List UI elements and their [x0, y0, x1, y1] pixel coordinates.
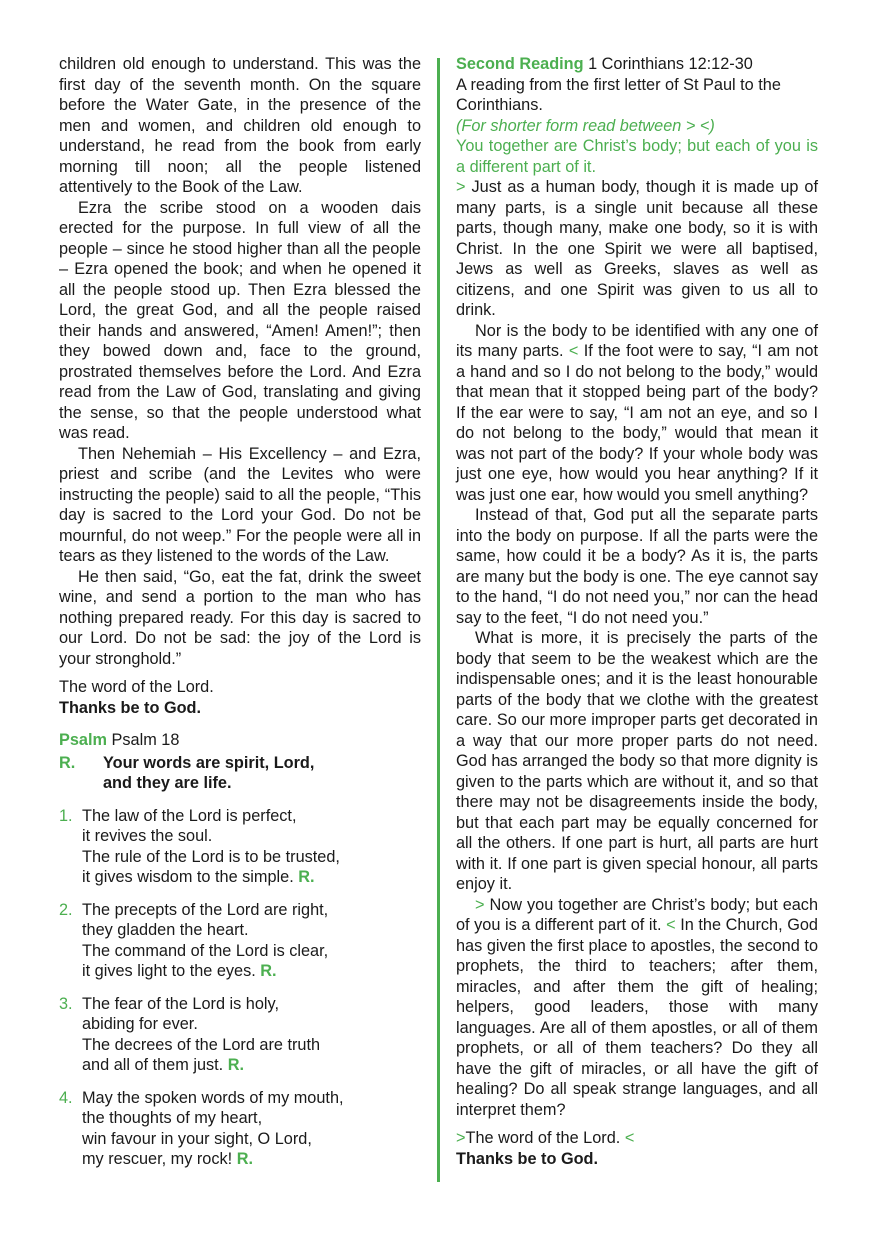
second-reading-paragraph — [456, 321, 818, 506]
thanks-be-to-god: Thanks be to God. — [456, 1149, 599, 1168]
word-text: The word of the Lord. — [465, 1129, 625, 1147]
first-reading-paragraph: Then Nehemiah – His Excellency – and Ezra, priest and scribe (and the Levites who were instructing the people) said to all the people, “This day is sacred to the Lord your God. Do not be mournful, do not weep.” For the people were all in tears as they listened to the words of the Law. — [59, 444, 421, 565]
response-marker: R. — [260, 962, 277, 980]
paragraph-text: Nor is the body to be identified with any one of its many parts. — [456, 321, 818, 360]
stanza-line: The precepts of the Lord are right, — [82, 900, 329, 919]
stanza-number: 2. — [59, 900, 73, 919]
response-label: R. — [59, 753, 76, 772]
psalm-reference: Psalm 18 — [111, 731, 180, 749]
stanza-line: it gives light to the eyes. — [82, 962, 261, 980]
paragraph-text: Just as a human body, though it is made up of many parts, is a single unit because all these parts, though many, make one body, so it is with Christ. In the one Spirit we were all baptised, Jews as well as Greeks, slaves as well as citizens, and one Spirit was given to us all to drink. — [456, 178, 818, 319]
second-reading-paragraph: Instead of that, God put all the separate parts into the body on purpose. If all the parts were the same, how could it be a body? As it is, the parts are many but the body is one. The eye cannot say to the hand, “I do not need you,” nor can the head say to the feet, “I do not need you.” — [456, 506, 818, 627]
stanza-line: The law of the Lord is perfect, — [82, 806, 297, 825]
paragraph-text: In the Church, God has given the first place to apostles, the second to prophets, the third to teachers; after them, miracles, and after them the gift of healing; helpers, good leaders, those with many languages. Are all of them apostles, or all of them prophets, or all of them teachers? Do they all have the gift of miracles, or all have the gift of healing? Do all speak strange languages, and all interpret them? — [456, 916, 818, 1119]
first-reading-paragraph: He then said, “Go, eat the fat, drink the sweet wine, and send a portion to the man who has nothing prepared ready. For this day is sacred to our Lord. Do not be sad: the joy of the Lord is your stronghold.” — [59, 567, 421, 668]
stanza-line: The rule of the Lord is to be trusted, — [82, 847, 340, 866]
shorter-form-start-mark: > — [456, 1129, 466, 1147]
stanza-line: and all of them just. — [82, 1056, 228, 1074]
stanza-line: The fear of the Lord is holy, — [82, 994, 279, 1013]
stanza-line: it revives the soul. — [82, 827, 213, 845]
shorter-form-end-mark: < — [568, 342, 579, 360]
second-reading-paragraph — [456, 895, 818, 1121]
thanks-be-to-god: Thanks be to God. — [59, 698, 202, 717]
stanza-line: the thoughts of my heart, — [82, 1109, 263, 1127]
psalm-stanza — [59, 900, 421, 982]
psalm-stanza — [59, 994, 421, 1076]
right-column — [456, 54, 818, 1169]
first-reading-paragraph: Ezra the scribe stood on a wooden dais erected for the purpose. In full view of all the people – since he stood higher than all the people – Ezra opened the book; and when he opened it all the people stood up. Then Ezra blessed the Lord, the great God, and all the people raised their hands and answered, “Amen! Amen!”; then they bowed down and, face to the ground, prostrated themselves before the Lord. And Ezra read from the Law of God, translating and giving the sense, so that the people understood what was read. — [59, 198, 421, 442]
stanza-line: abiding for ever. — [82, 1015, 198, 1033]
shorter-form-start-mark: > — [475, 895, 485, 914]
second-reading-heading: Second Reading — [456, 55, 584, 73]
first-reading-paragraph: children old enough to understand. This was the first day of the seventh month. On the square before the Water Gate, in the presence of the men and women, and children old enough to understand, he read from the book from early morning till noon; all the people listened attentively to the Book of the Law. — [59, 55, 421, 196]
word-of-the-lord: The word of the Lord. — [59, 678, 214, 696]
second-reading-paragraph — [456, 177, 818, 321]
stanza-line: The command of the Lord is clear, — [82, 941, 329, 960]
stanza-line: it gives wisdom to the simple. — [82, 868, 299, 886]
stanza-number: 4. — [59, 1088, 73, 1107]
response-line: and they are life. — [103, 774, 232, 792]
second-reading-paragraph: What is more, it is precisely the parts of the body that seem to be the weakest which are the indispensable ones; and it is the least honourable parts of the body that we clothe with the greatest care. So our more improper parts get decorated in a way that our more proper parts do not need. God has arranged the body so that more dignity is given to the parts which are without it, and so that there may not be disagreements inside the body, but that each part may be equally concerned for all the others. If one part is hurt, all parts are hurt with it. If one part is given special honour, all parts enjoy it. — [456, 629, 818, 893]
reading-intro: A reading from the first letter of St Paul to the Corinthians. — [456, 75, 781, 114]
shorter-form-start-mark: > — [456, 178, 466, 196]
stanza-line: win favour in your sight, O Lord, — [82, 1129, 312, 1148]
stanza-line: The decrees of the Lord are truth — [82, 1035, 321, 1054]
paragraph-text: Now you together are Christ’s body; but each of you is a different part of it. — [456, 895, 818, 934]
reading-summary: You together are Christ’s body; but each of you is a different part of it. — [456, 137, 818, 176]
left-column — [59, 54, 421, 1170]
stanza-number: 1. — [59, 806, 73, 825]
shorter-form-note: (For shorter form read between > <) — [456, 116, 715, 135]
response-marker: R. — [227, 1056, 244, 1074]
stanza-line: my rescuer, my rock! — [82, 1150, 237, 1168]
shorter-form-end-mark: < — [666, 916, 676, 934]
word-of-the-lord — [456, 1128, 818, 1149]
response-line: Your words are spirit, Lord, — [103, 753, 315, 772]
psalm-response — [59, 753, 421, 794]
psalm-header — [59, 730, 421, 751]
psalm-heading: Psalm — [59, 731, 107, 749]
stanza-line: they gladden the heart. — [82, 921, 249, 939]
second-reading-reference: 1 Corinthians 12:12-30 — [583, 55, 753, 73]
shorter-form-end-mark: < — [624, 1129, 635, 1147]
psalm-stanza — [59, 806, 421, 888]
paragraph-text: If the foot were to say, “I am not a hand and so I do not belong to the body,” would that mean that it stopped being part of the body? If the ear were to say, “I am not an eye, and so I do not belong to the body,” would that mean it was not part of the body? If your whole body was just one eye, how would you hear anything? If it was just one ear, how would you smell anything? — [456, 342, 818, 504]
column-divider — [437, 58, 440, 1182]
response-marker: R. — [236, 1150, 253, 1168]
second-reading-header — [456, 54, 818, 75]
psalm-stanza — [59, 1088, 421, 1170]
stanza-number: 3. — [59, 994, 73, 1013]
stanza-line: May the spoken words of my mouth, — [82, 1088, 344, 1107]
response-marker: R. — [298, 868, 315, 886]
